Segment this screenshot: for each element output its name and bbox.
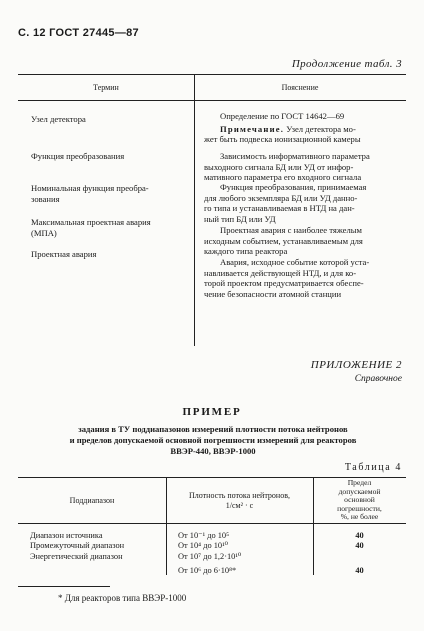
table-row: От 10⁻¹ до 10⁵ — [178, 531, 230, 540]
footnote: * Для реакторов типа ВВЭР-1000 — [58, 593, 187, 603]
table-row: От 10⁶ до 6·10⁸* — [178, 566, 237, 576]
table3-header-explanation: Пояснение — [281, 83, 319, 92]
table4-header-subrange: Поддиапазон — [69, 496, 115, 505]
table-row: 40 — [355, 531, 364, 540]
table3-header-rule — [18, 100, 406, 101]
table-row: 40 — [355, 541, 364, 551]
term-conversion-function: Функция преобразования — [31, 151, 125, 161]
table4-subrange-column — [30, 531, 124, 562]
table-row: От 10⁷ до 1,2·10¹⁰ — [178, 551, 242, 561]
explanation-design-accident: Авария, исходное событие которой уста- навливается действующей НТД, и для ко- торой проектом предусматривается обеспе- чение безопасности атомной станции — [204, 257, 370, 299]
table3-header-term: Термин — [93, 83, 119, 92]
explanation-detector-unit: Определение по ГОСТ 14642—69 Примечание. Узел детектора мо- жет быть подвеска ионизационной камеры — [204, 111, 361, 145]
explanation-nominal-conversion-function: Функция преобразования, принимаемая для любого экземпляра БД или УД данно- го типа и устанавливаемая в НТД на дан- ный тип БД или УД — [204, 182, 367, 224]
section-title: ПРИМЕР — [182, 406, 242, 418]
appendix-type: Справочное — [354, 374, 402, 384]
term-detector-unit: Узел детектора — [31, 114, 86, 124]
table-row: Промежуточный диапазон — [30, 541, 125, 551]
table4-header-density: Плотность потока нейтронов, 1/см² · с — [189, 491, 290, 510]
table4-density-column — [178, 531, 241, 577]
term-design-accident: Проектная авария — [31, 249, 97, 259]
footnote-rule — [18, 586, 110, 587]
term-max-design-accident: Максимальная проектная авария (МПА) — [31, 217, 151, 238]
appendix-label: ПРИЛОЖЕНИЕ 2 — [310, 359, 402, 371]
table4-limit-column — [313, 531, 406, 576]
explanation-conversion-function: Зависимость информативного параметра выходного сигнала БД или УД от инфор- мативного параметра его входного сигнала — [204, 151, 370, 183]
note-label: Примечание. — [220, 123, 285, 134]
table-row: 40 — [355, 565, 364, 575]
continuation-label: Продолжение табл. 3 — [291, 58, 402, 70]
explanation-max-design-accident: Проектная авария с наиболее тяжелым исходным событием, устанавливаемым для каждого типа реактора — [204, 225, 363, 257]
table3-column-divider — [194, 74, 195, 346]
page-header: С. 12 ГОСТ 27445—87 — [18, 27, 139, 39]
table-row: Энергетический диапазон — [30, 551, 123, 561]
section-subtitle: задания в ТУ поддиапазонов измерений плотности потока нейтронов и пределов допускаемой основной погрешности измерений для реакторов ВВЭР-440, ВВЭР-1000 — [69, 424, 357, 456]
term-nominal-conversion-function: Номинальная функция преобра- зования — [31, 183, 149, 204]
table4-header-limit: Предел допускаемой основной погрешности, %, не более — [337, 478, 382, 522]
table4-label: Таблица 4 — [344, 462, 402, 473]
table3-top-rule — [18, 74, 406, 75]
table-row: Диапазон источника — [30, 531, 103, 540]
table-row: От 10⁴ до 10¹⁰ — [178, 541, 228, 551]
table4-header-rule — [18, 523, 406, 524]
